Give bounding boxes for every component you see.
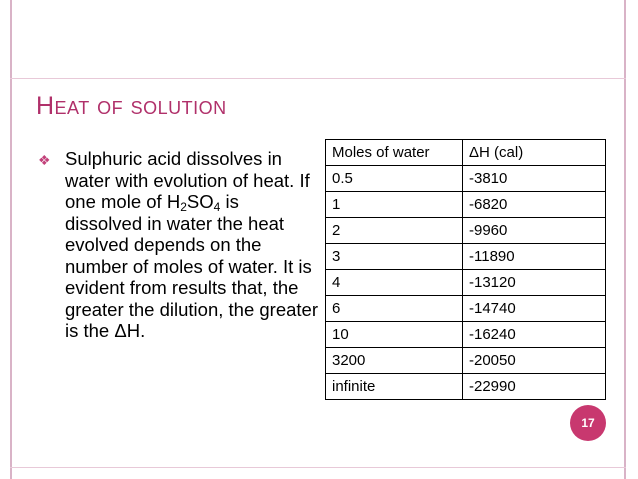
table-row	[326, 218, 606, 244]
formula-subscript-4: 4	[213, 200, 221, 214]
table-cell-delta-h: -9960	[463, 218, 606, 244]
table-header-moles: Moles of water	[326, 140, 463, 166]
table-cell-delta-h: -6820	[463, 192, 606, 218]
page-number-badge: 17	[570, 405, 606, 441]
table-cell-delta-h: -16240	[463, 322, 606, 348]
formula-h: H	[166, 191, 181, 212]
table-cell-moles: 6	[326, 296, 463, 322]
table-header-row	[326, 140, 606, 166]
table-cell-moles: 3200	[326, 348, 463, 374]
table-row	[326, 270, 606, 296]
table-row	[326, 192, 606, 218]
bullet-text	[65, 148, 320, 342]
table-cell-delta-h: -13120	[463, 270, 606, 296]
table-cell-moles: 4	[326, 270, 463, 296]
table-row	[326, 296, 606, 322]
table-cell-delta-h: -14740	[463, 296, 606, 322]
bullet-diamond-icon: ❖	[38, 152, 51, 168]
frame-bottom-divider	[10, 467, 626, 468]
table-cell-delta-h: -3810	[463, 166, 606, 192]
table-cell-delta-h: -22990	[463, 374, 606, 400]
table-cell-moles: infinite	[326, 374, 463, 400]
table-cell-moles: 10	[326, 322, 463, 348]
table-cell-delta-h: -20050	[463, 348, 606, 374]
formula-so: SO	[186, 191, 214, 212]
table-row	[326, 374, 606, 400]
table-cell-moles: 2	[326, 218, 463, 244]
bullet-text-part-2: is dissolved in water the heat evolved depends on the number of moles of water. It is evident from results that, the greater the dilution, the greater is the ΔH.	[65, 191, 318, 341]
table-header-delta-h: ΔH (cal)	[463, 140, 606, 166]
formula-subscript-2: 2	[180, 200, 187, 214]
table-cell-moles: 3	[326, 244, 463, 270]
bullet-text-part-1: Sulphuric acid dissolves in water with evolution of heat. If one mole of	[65, 148, 310, 212]
table-row	[326, 322, 606, 348]
table-row	[326, 348, 606, 374]
table-cell-delta-h: -11890	[463, 244, 606, 270]
frame-top-divider	[10, 78, 626, 79]
slide-title: Heat of solution	[36, 92, 227, 120]
heat-of-solution-table	[325, 139, 606, 400]
table-row	[326, 166, 606, 192]
table-cell-moles: 0.5	[326, 166, 463, 192]
frame-right-border	[624, 0, 626, 479]
table-cell-moles: 1	[326, 192, 463, 218]
table-row	[326, 244, 606, 270]
frame-left-border	[10, 0, 12, 479]
